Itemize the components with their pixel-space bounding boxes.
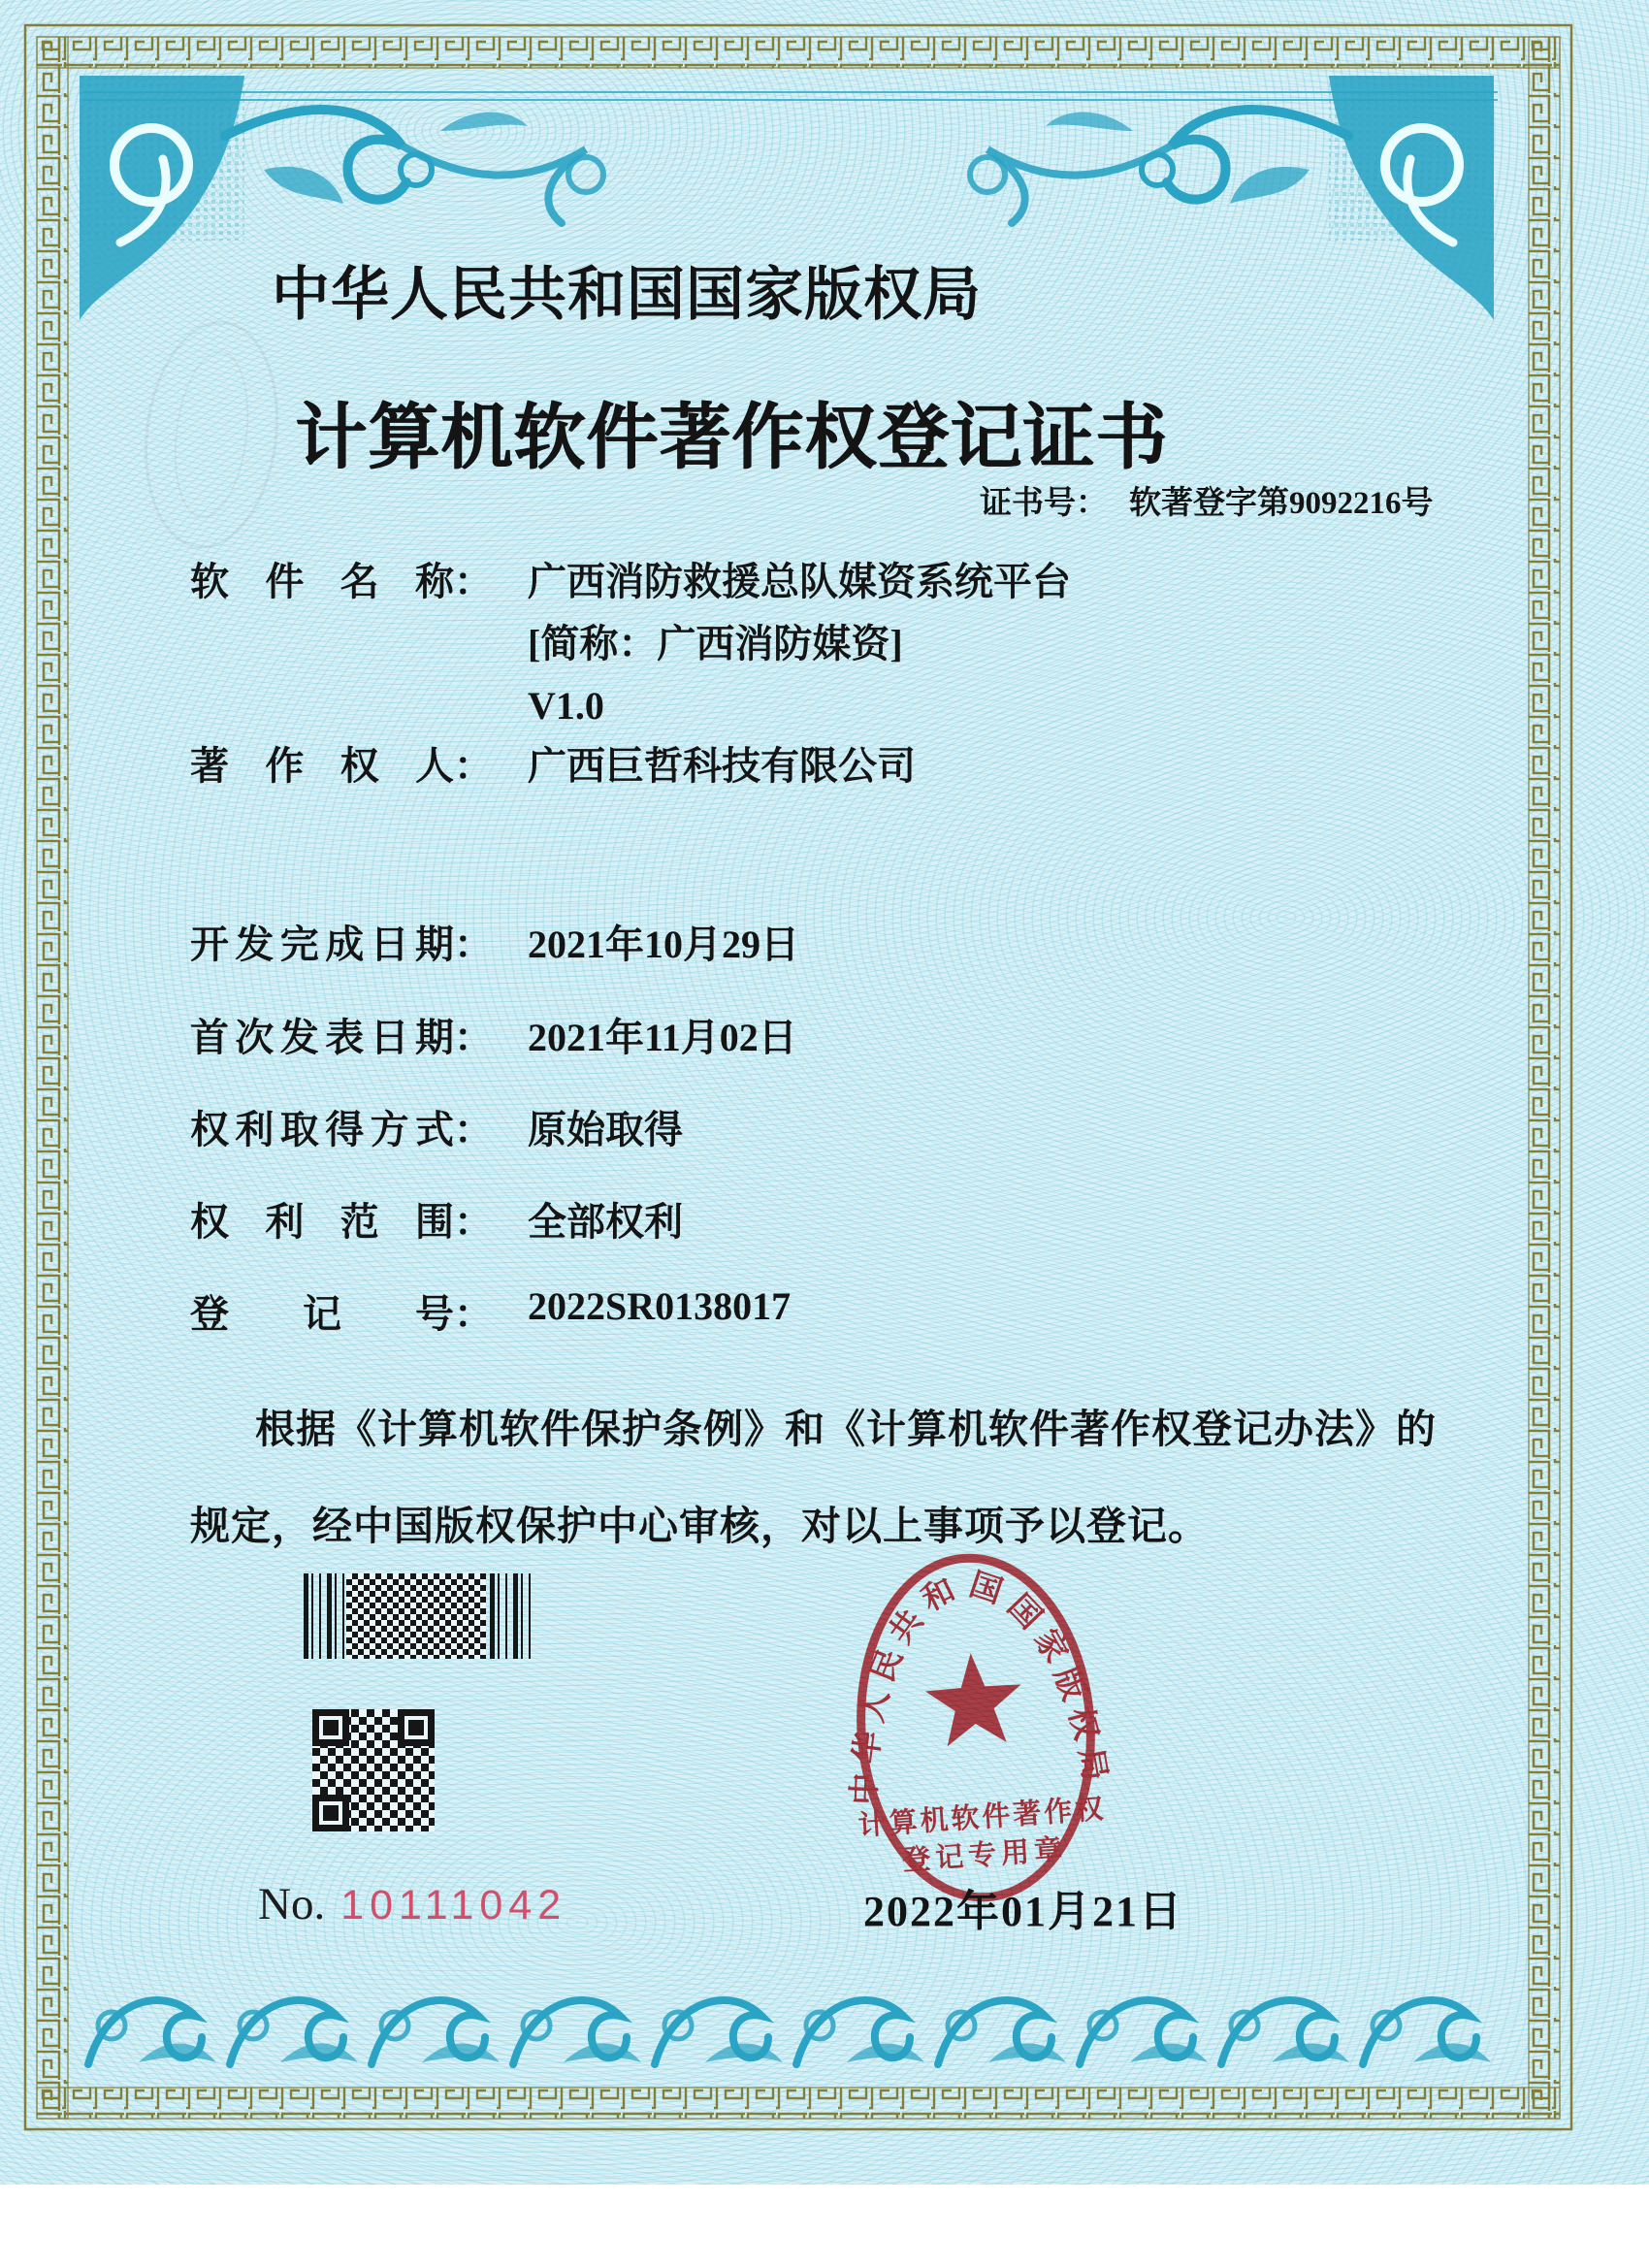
certificate-number-label: 证书号：: [980, 486, 1108, 521]
field-right-acquisition: [190, 1099, 683, 1154]
field-value: 全部权利: [528, 1200, 683, 1244]
issue-date: 2022年01月21日: [863, 1888, 1183, 1935]
field-label: 权利范围: [190, 1200, 454, 1244]
qr-finder-icon: [398, 1709, 435, 1746]
serial-number-line: [258, 1878, 566, 1930]
field-value: [528, 551, 1071, 737]
barcode-matrix: [346, 1573, 486, 1659]
software-name-line3: V1.0: [528, 684, 604, 728]
field-dev-complete-date: [190, 914, 799, 969]
field-registration-no: [190, 1283, 791, 1339]
field-first-publish-date: [190, 1007, 797, 1062]
barcode: [304, 1573, 531, 1659]
software-name-line2: [简称：广西消防媒资]: [528, 622, 903, 665]
field-colon: ：: [454, 1016, 493, 1059]
software-name-line1: 广西消防救援总队媒资系统平台: [528, 560, 1071, 603]
field-copyright-owner: [190, 735, 916, 791]
field-label: 开发完成日期: [190, 923, 454, 966]
field-value: 2021年11月02日: [528, 1016, 797, 1059]
certificate-number-line: [980, 477, 1434, 523]
field-label: 权利取得方式: [190, 1108, 454, 1151]
field-label: 登记号: [190, 1292, 454, 1336]
field-value: 原始取得: [528, 1108, 683, 1151]
field-software-name: [190, 551, 1071, 737]
authority-title: 中华人民共和国国家版权局: [272, 263, 982, 327]
statement-line-2: 规定，经中国版权保护中心审核，对以上事项予以登记。: [190, 1504, 1209, 1548]
field-label: 软件名称: [190, 560, 454, 603]
field-label: 首次发表日期: [190, 1016, 454, 1059]
field-colon: ：: [454, 744, 493, 788]
field-colon: ：: [454, 1108, 493, 1151]
corner-ornament-top-right: [951, 76, 1494, 328]
field-colon: ：: [454, 1200, 493, 1244]
qr-finder-icon: [312, 1795, 349, 1831]
certificate-title: 计算机软件著作权登记证书: [295, 399, 1168, 478]
field-right-scope: [190, 1191, 683, 1247]
field-value: 2022SR0138017: [528, 1284, 792, 1328]
field-colon: ：: [454, 560, 493, 603]
statement-line-1: 根据《计算机软件保护条例》和《计算机软件著作权登记办法》的: [255, 1407, 1437, 1451]
qr-finder-icon: [312, 1709, 349, 1746]
seal-ring-text: 中华人民共和国国家版权局: [847, 1567, 1114, 1806]
serial-number-label: No.: [258, 1879, 326, 1929]
field-value: 2021年10月29日: [528, 923, 799, 966]
field-colon: ：: [454, 923, 493, 966]
serial-number-value: 10111042: [340, 1882, 567, 1928]
qr-code: [312, 1709, 435, 1831]
field-value: 广西巨哲科技有限公司: [528, 744, 916, 788]
seal-star-icon: [922, 1650, 1024, 1748]
seal-caption-line1: 计算机软件著作权: [857, 1793, 1108, 1842]
field-colon: ：: [454, 1292, 493, 1336]
seal-caption-line2: 登记专用章: [901, 1833, 1069, 1877]
field-label: 著作权人: [190, 744, 454, 788]
certificate-number-value: 软著登字第9092216号: [1129, 486, 1434, 521]
bottom-scroll-band: [82, 1969, 1499, 2084]
